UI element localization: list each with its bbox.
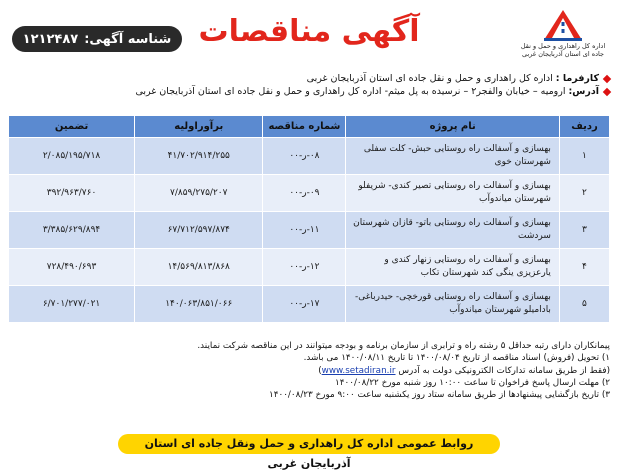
ad-id-badge xyxy=(12,26,182,52)
header-row-number: ردیف xyxy=(559,116,609,138)
tender-number: ۱۲-ر-۰۰ xyxy=(263,249,346,286)
tender-number: ۰۹-ر-۰۰ xyxy=(263,175,346,212)
employer-label: کارفرما : xyxy=(555,73,599,84)
project-name: بهسازی و آسفالت راه روستایی قورخچی- حیدرباغی- بادامیلو شهرستان میاندوآب xyxy=(346,286,560,323)
bullet-icon xyxy=(603,75,611,83)
table-header-row xyxy=(9,116,610,138)
guarantee-value: ۲/۰۸۵/۱۹۵/۷۱۸ xyxy=(9,138,135,175)
table-row xyxy=(9,175,610,212)
row-number: ۱ xyxy=(559,138,609,175)
header-tender-number: شماره مناقصه xyxy=(263,116,346,138)
guarantee-value: ۳/۳۸۵/۶۲۹/۸۹۴ xyxy=(9,212,135,249)
project-name: بهسازی و آسفالت راه روستایی زنهار کندی و یارعزیزی ینگی کند شهرستان تکاب xyxy=(346,249,560,286)
note-2: ۲) مهلت ارسال پاسخ فراخوان تا ساعت ۱۰:۰۰ روز شنبه مورخ ۱۴۰۰/۰۸/۲۲ xyxy=(335,377,610,388)
estimate-value: ۱۴۰/۰۶۳/۸۵۱/۰۶۶ xyxy=(135,286,263,323)
note-1: ۱) تحویل (فروش) اسناد مناقصه از تاریخ ۱۴۰۰/۰۸/۰۴ تا تاریخ ۱۴۰۰/۰۸/۱۱ می باشد. xyxy=(303,353,610,364)
row-number: ۲ xyxy=(559,175,609,212)
estimate-value: ۷/۸۵۹/۲۷۵/۲۰۷ xyxy=(135,175,263,212)
estimate-value: ۱۴/۵۶۹/۸۱۳/۸۶۸ xyxy=(135,249,263,286)
guarantee-value: ۷۲۸/۴۹۰/۶۹۳ xyxy=(9,249,135,286)
project-name: بهسازی و آسفالت راه روستایی حبش- کلت سفلی شهرستان خوی xyxy=(346,138,560,175)
note-1b-prefix: (فقط از طریق سامانه تدارکات الکترونیکی دولت به آدرس xyxy=(398,365,610,376)
tender-number: ۰۸-ر-۰۰ xyxy=(263,138,346,175)
table-row xyxy=(9,249,610,286)
ad-id-label: شناسه آگهی: xyxy=(84,31,172,47)
address-label: آدرس: xyxy=(568,86,599,97)
guarantee-value: ۳۹۲/۹۶۳/۷۶۰ xyxy=(9,175,135,212)
setad-link[interactable]: www.setadiran.ir xyxy=(321,365,396,376)
header xyxy=(4,4,614,68)
estimate-value: ۴۱/۷۰۲/۹۱۴/۲۵۵ xyxy=(135,138,263,175)
table-row xyxy=(9,138,610,175)
address-line xyxy=(8,85,610,98)
row-number: ۵ xyxy=(559,286,609,323)
employer-value: اداره کل راهداری و حمل و نقل جاده ای استان آذربایجان غربی xyxy=(306,73,553,84)
header-guarantee: تضمین xyxy=(9,116,135,138)
address-value: ارومیه – خیابان والفجر۲ – نرسیده به پل میثم- اداره کل راهداری و حمل و نقل جاده ای استان آذربایجان غربی xyxy=(135,86,566,97)
notes-block xyxy=(8,340,610,401)
guarantee-value: ۶/۷۰۱/۲۷۷/۰۲۱ xyxy=(9,286,135,323)
table-row xyxy=(9,212,610,249)
row-number: ۳ xyxy=(559,212,609,249)
bullet-icon xyxy=(603,88,611,96)
estimate-value: ۶۷/۷۱۲/۵۹۷/۸۷۴ xyxy=(135,212,263,249)
logo-caption: اداره کل راهداری و حمل و نقل جاده ای استان آذربایجان غربی xyxy=(520,42,606,58)
employer-line xyxy=(8,72,610,85)
footer-banner: روابط عمومی اداره کل راهداری و حمل ونقل جاده ای استان آذربایجان غربی xyxy=(118,434,500,454)
info-block xyxy=(8,72,610,98)
row-number: ۴ xyxy=(559,249,609,286)
table-row xyxy=(9,286,610,323)
tender-number: ۱۷-ر-۰۰ xyxy=(263,286,346,323)
project-name: بهسازی و آسفالت راه روستایی تصیر کندی- شریفلو شهرستان میاندوآب xyxy=(346,175,560,212)
tender-number: ۱۱-ر-۰۰ xyxy=(263,212,346,249)
ad-id-value: ۱۲۱۲۴۸۷ xyxy=(22,31,79,47)
note-intro: پیمانکاران دارای رتبه حداقل ۵ رشته راه و ترابری از سازمان برنامه و بودجه میتوانند در این مناقصه شرکت نمایند. xyxy=(197,341,610,351)
note-3: ۳) تاریخ بازگشایی پیشنهادها از طریق سامانه ستاد روز یکشنبه ساعت ۹:۰۰ مورخ ۱۴۰۰/۰۸/۲۳ xyxy=(269,390,610,401)
project-name: بهسازی و آسفالت راه روستایی باتو- قازان شهرستان سردشت xyxy=(346,212,560,249)
note-1b xyxy=(8,365,610,377)
note-1b-suffix: ) xyxy=(318,365,322,376)
header-estimate: برآوراولیه xyxy=(135,116,263,138)
page-title: آگهی مناقصات xyxy=(198,14,420,49)
header-project-name: نام پروژه xyxy=(346,116,560,138)
tender-table xyxy=(8,115,610,323)
